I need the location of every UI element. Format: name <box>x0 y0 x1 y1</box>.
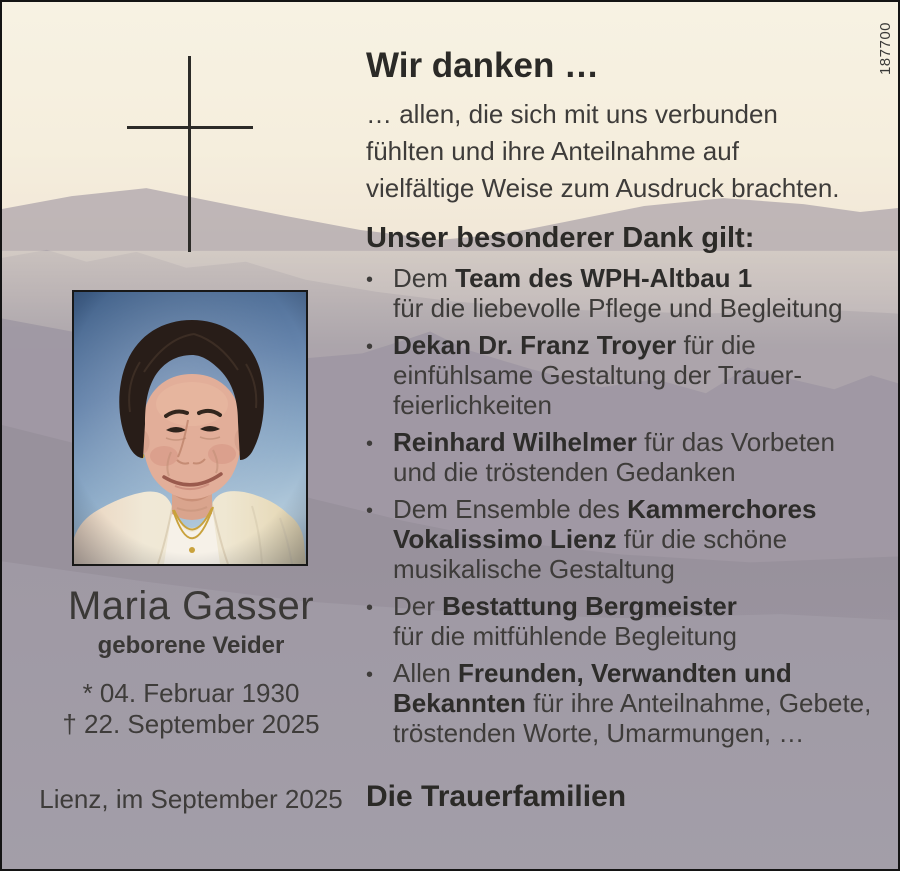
list-item <box>366 591 896 651</box>
item-line: einfühlsame Gestaltung der Trauer- <box>393 360 802 390</box>
intro-line: fühlten und ihre Anteilnahme auf <box>366 136 739 166</box>
thanks-title: Wir danken … <box>366 46 600 85</box>
item-line: für die liebevolle Pflege und Begleitung <box>393 293 843 323</box>
deceased-name: Maria Gasser <box>67 584 315 628</box>
thanks-subtitle: Unser besonderer Dank gilt: <box>366 222 755 254</box>
item-line: musikalische Gestaltung <box>393 554 675 584</box>
item-line: und die tröstenden Gedanken <box>393 457 736 487</box>
bullet-icon: • <box>366 664 374 686</box>
item-lines <box>393 330 802 420</box>
item-lines <box>393 427 835 487</box>
signature: Die Trauerfamilien <box>366 780 627 813</box>
cross-icon <box>188 56 191 252</box>
item-line: Dem Ensemble des Kammerchores <box>393 494 817 524</box>
portrait-photo <box>72 290 308 566</box>
item-lines <box>393 658 871 748</box>
item-line: Allen Freunden, Verwandten und <box>393 658 792 688</box>
list-item <box>366 330 896 420</box>
bullet-icon: • <box>366 500 374 522</box>
birth-date: * 04. Februar 1930 <box>82 678 300 708</box>
list-item <box>366 494 896 584</box>
intro-line: vielfältige Weise zum Ausdruck brachten. <box>366 173 840 203</box>
item-line: Dem Team des WPH-Altbau 1 <box>393 263 753 293</box>
item-line: Der Bestattung Bergmeister <box>393 591 737 621</box>
print-number-text: 187700 <box>877 21 895 75</box>
item-line: für die mitfühlende Begleitung <box>393 621 738 651</box>
place-date-line: Lienz, im September 2025 <box>39 784 343 814</box>
list-item <box>366 263 896 323</box>
bullet-icon: • <box>366 433 374 455</box>
intro-paragraph <box>366 96 840 207</box>
item-lines <box>393 591 737 651</box>
list-item <box>366 658 896 748</box>
item-line: feierlichkeiten <box>393 390 552 420</box>
maiden-name: geborene Veider <box>97 632 285 659</box>
item-line: Bekannten für ihre Anteilnahme, Gebete, <box>393 688 872 718</box>
item-line: Dekan Dr. Franz Troyer für die <box>393 330 756 360</box>
thanks-list <box>366 263 896 755</box>
cross-icon-bar <box>127 126 253 129</box>
print-number <box>874 14 898 82</box>
life-dates <box>2 678 380 740</box>
item-line: tröstenden Worte, Umarmungen, … <box>393 718 805 748</box>
death-date: † 22. September 2025 <box>62 709 320 739</box>
list-item <box>366 427 896 487</box>
item-lines <box>393 494 816 584</box>
intro-line: … allen, die sich mit uns verbunden <box>366 99 778 129</box>
bullet-icon: • <box>366 336 374 358</box>
item-line: Reinhard Wilhelmer für das Vorbeten <box>393 427 835 457</box>
item-lines <box>393 263 843 323</box>
bullet-icon: • <box>366 597 374 619</box>
item-line: Vokalissimo Lienz für die schöne <box>393 524 788 554</box>
bullet-icon: • <box>366 269 374 291</box>
